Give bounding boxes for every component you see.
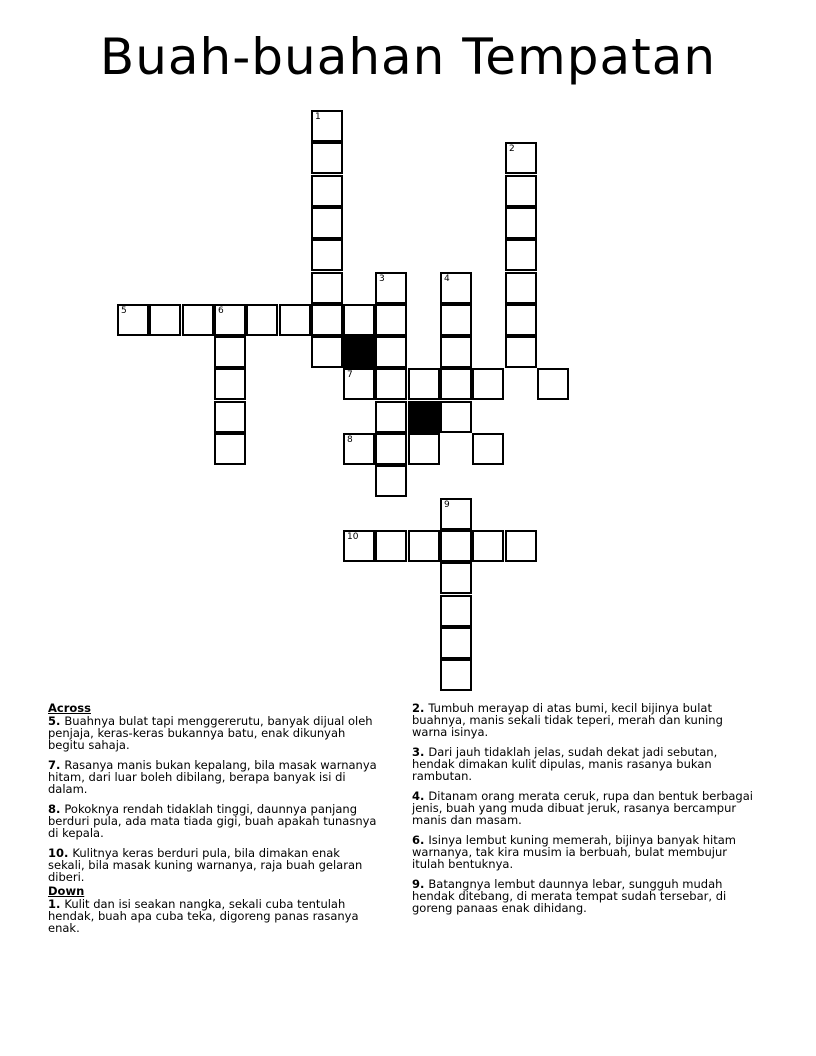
grid-cell[interactable] xyxy=(375,530,407,562)
grid-cell[interactable] xyxy=(440,659,472,691)
grid-cell[interactable] xyxy=(440,401,472,433)
grid-cell[interactable] xyxy=(505,207,537,239)
grid-cell[interactable] xyxy=(440,272,472,304)
clue-down-4: 4. Ditanam orang merata ceruk, rupa dan bentuk berbagai jenis, buah yang muda dibuat jeruk, rasanya bercampur manis dan masam. xyxy=(412,789,753,827)
grid-cell[interactable] xyxy=(311,272,343,304)
grid-cell[interactable] xyxy=(214,401,246,433)
clue-number: 8 xyxy=(347,435,353,445)
clue-across-10: 10. Kulitnya keras berduri pula, bila dimakan enak sekali, bila masak kuning warnanya, raja buah gelaran diberi. xyxy=(48,846,363,884)
grid-cell[interactable] xyxy=(214,336,246,368)
grid-cell[interactable] xyxy=(505,142,537,174)
grid-cell[interactable] xyxy=(408,530,440,562)
grid-cell[interactable] xyxy=(440,530,472,562)
grid-cell[interactable] xyxy=(375,336,407,368)
grid-cell[interactable] xyxy=(537,368,569,400)
clue-number: 5 xyxy=(121,306,127,316)
clue-number: 7 xyxy=(347,370,353,380)
grid-cell[interactable] xyxy=(343,304,375,336)
grid-cell[interactable] xyxy=(311,304,343,336)
grid-cell[interactable] xyxy=(505,336,537,368)
puzzle-title: Buah-buahan Tempatan xyxy=(99,28,717,86)
grid-cell[interactable] xyxy=(375,304,407,336)
grid-cell[interactable] xyxy=(440,627,472,659)
grid-cell[interactable] xyxy=(117,304,149,336)
clue-number: 10 xyxy=(347,532,359,542)
grid-cell[interactable] xyxy=(375,465,407,497)
grid-cell[interactable] xyxy=(214,304,246,336)
grid-cell[interactable] xyxy=(472,433,504,465)
grid-cell[interactable] xyxy=(408,433,440,465)
grid-cell[interactable] xyxy=(343,530,375,562)
grid-cell[interactable] xyxy=(214,433,246,465)
grid-cell[interactable] xyxy=(311,336,343,368)
grid-cell[interactable] xyxy=(311,207,343,239)
down-heading: Down xyxy=(48,884,85,898)
clue-down-1: 1. Kulit dan isi seakan nangka, sekali cuba tentulah hendak, buah apa cuba teka, digoreng panas rasanya enak. xyxy=(48,897,359,935)
clue-across-8: 8. Pokoknya rendah tidaklah tinggi, daunnya panjang berduri pula, ada mata tiada gigi, buah apakah tunasnya di kepala. xyxy=(48,802,377,840)
clues-column-right xyxy=(412,702,758,922)
across-heading: Across xyxy=(48,701,91,715)
grid-cell[interactable] xyxy=(214,368,246,400)
clue-down-6: 6. Isinya lembut kuning memerah, bijinya banyak hitam warnanya, tak kira musim ia berbuah, bulat membujur itulah bentuknya. xyxy=(412,833,736,871)
grid-block xyxy=(408,401,440,433)
clue-across-7: 7. Rasanya manis bukan kepalang, bila masak warnanya hitam, dari luar boleh dibilang, berapa banyak isi di dalam. xyxy=(48,758,377,796)
grid-cell[interactable] xyxy=(440,336,472,368)
grid-cell[interactable] xyxy=(375,433,407,465)
grid-cell[interactable] xyxy=(149,304,181,336)
grid-cell[interactable] xyxy=(246,304,278,336)
grid-cell[interactable] xyxy=(311,110,343,142)
grid-cell[interactable] xyxy=(279,304,311,336)
clue-down-2: 2. Tumbuh merayap di atas bumi, kecil bijinya bulat buahnya, manis sekali tidak teperi, merah dan kuning warna isinya. xyxy=(412,701,723,739)
clue-number: 1 xyxy=(315,112,321,122)
grid-cell[interactable] xyxy=(182,304,214,336)
grid-cell[interactable] xyxy=(505,272,537,304)
clue-number: 3 xyxy=(379,274,385,284)
grid-cell[interactable] xyxy=(440,595,472,627)
grid-cell[interactable] xyxy=(472,368,504,400)
grid-cell[interactable] xyxy=(311,175,343,207)
grid-cell[interactable] xyxy=(343,368,375,400)
grid-cell[interactable] xyxy=(505,530,537,562)
grid-cell[interactable] xyxy=(505,175,537,207)
clue-down-3: 3. Dari jauh tidaklah jelas, sudah dekat jadi sebutan, hendak dimakan kulit dipulas, manis rasanya bukan rambutan. xyxy=(412,745,718,783)
grid-cell[interactable] xyxy=(440,304,472,336)
grid-cell[interactable] xyxy=(375,272,407,304)
grid-cell[interactable] xyxy=(343,433,375,465)
clues-column-left xyxy=(48,702,378,942)
grid-cell[interactable] xyxy=(311,142,343,174)
grid-cell[interactable] xyxy=(440,562,472,594)
grid-block xyxy=(343,336,375,368)
grid-cell[interactable] xyxy=(311,239,343,271)
clue-down-9: 9. Batangnya lembut daunnya lebar, sungguh mudah hendak ditebang, di merata tempat sudah tersebar, di goreng panaas enak dihidang. xyxy=(412,877,727,915)
grid-cell[interactable] xyxy=(505,239,537,271)
clue-number: 9 xyxy=(444,500,450,510)
clue-number: 4 xyxy=(444,274,450,284)
grid-cell[interactable] xyxy=(472,530,504,562)
clue-across-5: 5. Buahnya bulat tapi menggererutu, banyak dijual oleh penjaja, keras-keras bukannya batu, enak dikunyah begitu sahaja. xyxy=(48,714,373,752)
grid-cell[interactable] xyxy=(440,368,472,400)
grid-cell[interactable] xyxy=(375,368,407,400)
clue-number: 6 xyxy=(218,306,224,316)
grid-cell[interactable] xyxy=(440,498,472,530)
grid-cell[interactable] xyxy=(375,401,407,433)
clue-number: 2 xyxy=(509,144,515,154)
grid-cell[interactable] xyxy=(505,304,537,336)
grid-cell[interactable] xyxy=(408,368,440,400)
